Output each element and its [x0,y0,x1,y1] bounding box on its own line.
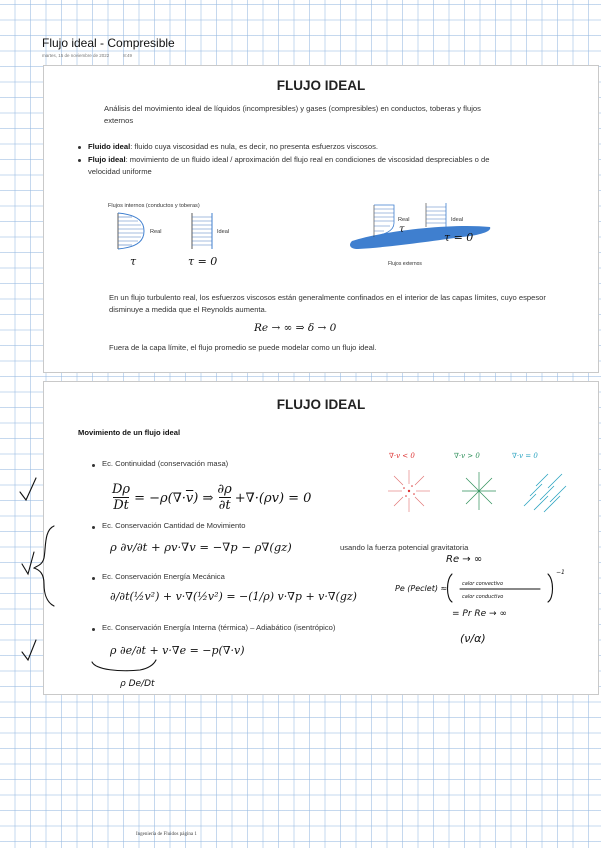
div-negative-label: ∇·v < 0 [389,452,415,460]
continuity-mid: = $-\rho(\nabla\cdot\overline{v})$ ⇒ [134,490,214,506]
term-fluido-ideal: Fluido ideal [88,142,131,151]
page-footer: Ingeniería de Fluidos página 1 [136,832,197,837]
checkmark-icon [22,552,34,574]
hw-pr-re: = Pr Re → ∞ [452,609,507,619]
slide2-title: FLUJO IDEAL [276,397,366,412]
checkmark-icon [22,640,36,660]
bullet-flujo-ideal [88,154,508,177]
real-label: Real [150,229,162,235]
hw-ratio-top: calor convectivo [462,581,504,587]
paren-icon [548,574,553,602]
equation-mechanical: ∂/∂t(½v²) + v·∇(½v²) = −(1/ρ) v·∇p + v·∇(gz) [110,590,357,603]
slide2-subtitle: Movimiento de un flujo ideal [78,428,181,437]
hw-ratio-bottom: calor conductivo [462,594,504,600]
item-momentum-label: Ec. Conservación Cantidad de Movimiento [102,521,246,530]
curly-brace-icon [34,526,54,606]
frac-partial: ∂ρ ∂t [217,482,232,513]
bullet-dot [78,159,81,162]
page-date [42,53,132,58]
item-internal-energy-label: Ec. Conservación Energía Interna (térmica) – Adiabático (isentrópico) [102,623,336,632]
slide1-title: FLUJO IDEAL [276,78,366,93]
external-ideal-label: Ideal [451,217,464,223]
underbrace-icon [92,660,156,671]
equation-internal-energy: ρ ∂e/∂t + v·∇e = −p(∇·v) [110,644,245,657]
internal-flow-diagram [106,199,256,269]
slide1-intro: Análisis del movimiento ideal de líquidos (incompresibles) y gases (compresibles) en conductos, toberas y flujos externos [104,104,481,125]
slide-flujo-ideal-1 [43,65,599,373]
ideal-profile-arrows [192,217,212,245]
hw-alpha: (ν/α) [460,632,486,645]
time-text: 8:49 [123,53,133,58]
hw-re-inf: Re → ∞ [446,554,483,565]
external-tau-zero: τ = 0 [444,231,474,244]
slide1-paragraph-ideal-outside: Fuera de la capa límite, el flujo promedio se puede modelar como un flujo ideal. [109,343,377,352]
frac-drho-dt: $\frac{D\rho}{Dt}$ [112,482,131,513]
bullet-dot [78,146,81,149]
external-tau: τ [399,224,405,235]
checkmark-icon [20,478,36,500]
hw-exponent: −1 [556,569,565,576]
external-real-arrows [374,209,394,231]
bullet-fluido-ideal [88,141,508,153]
equation-momentum: ρ ∂v/∂t + ρv·∇v = −∇p − ρ∇(gz) [110,540,292,554]
ideal-label: Ideal [217,229,230,235]
handwritten-annotations [0,380,601,700]
tau-symbol: τ [130,255,137,268]
slide1-paragraph-boundary-layer: En un flujo turbulento real, los esfuerzos viscosos están generalmente confinados en el interior de las capas límites, cuyo espesor disminuye a medida que el Reynolds aumenta. [109,293,546,314]
item-continuity-label: Ec. Continuidad (conservación masa) [102,459,229,468]
momentum-note: usando la fuerza potencial gravitatoria [340,543,469,552]
hw-peclet: Pe (Peclet) ≈ [395,584,448,593]
external-real-label: Real [398,217,410,223]
date-text: martes, 15 de noviembre de 2022 [42,53,110,58]
external-ideal-arrows [426,207,446,223]
term-flujo-ideal: Flujo ideal [88,155,126,164]
equation-reynolds-limit: Re → ∞ ⇒ δ → 0 [254,322,337,334]
external-flow-diagram [342,201,502,271]
paren-icon [448,574,453,602]
def-fluido-ideal: : fluido cuya viscosidad es nula, es decir, no presenta esfuerzos viscosos. [130,142,378,151]
def-flujo-ideal: : movimiento de un fluido ideal / aproximación del flujo real en condiciones de viscosidad despreciables o de velocidad uniforme [88,155,490,176]
div-positive-label: ∇·v > 0 [454,452,480,460]
internal-caption: Flujos internos (conductos y toberas) [108,203,200,209]
page-title: Flujo ideal - Compresible [42,36,175,50]
continuity-right: +∇·(ρv) = 0 [234,490,312,506]
external-caption: Flujos externos [388,261,422,267]
item-mechanical-label: Ec. Conservación Energía Mecánica [102,572,225,581]
div-zero-label: ∇·v = 0 [512,452,538,460]
tau-zero: τ = 0 [188,255,218,268]
hw-rho-de-dt: ρ De/Dt [120,679,155,689]
real-profile-arrows [118,217,143,245]
